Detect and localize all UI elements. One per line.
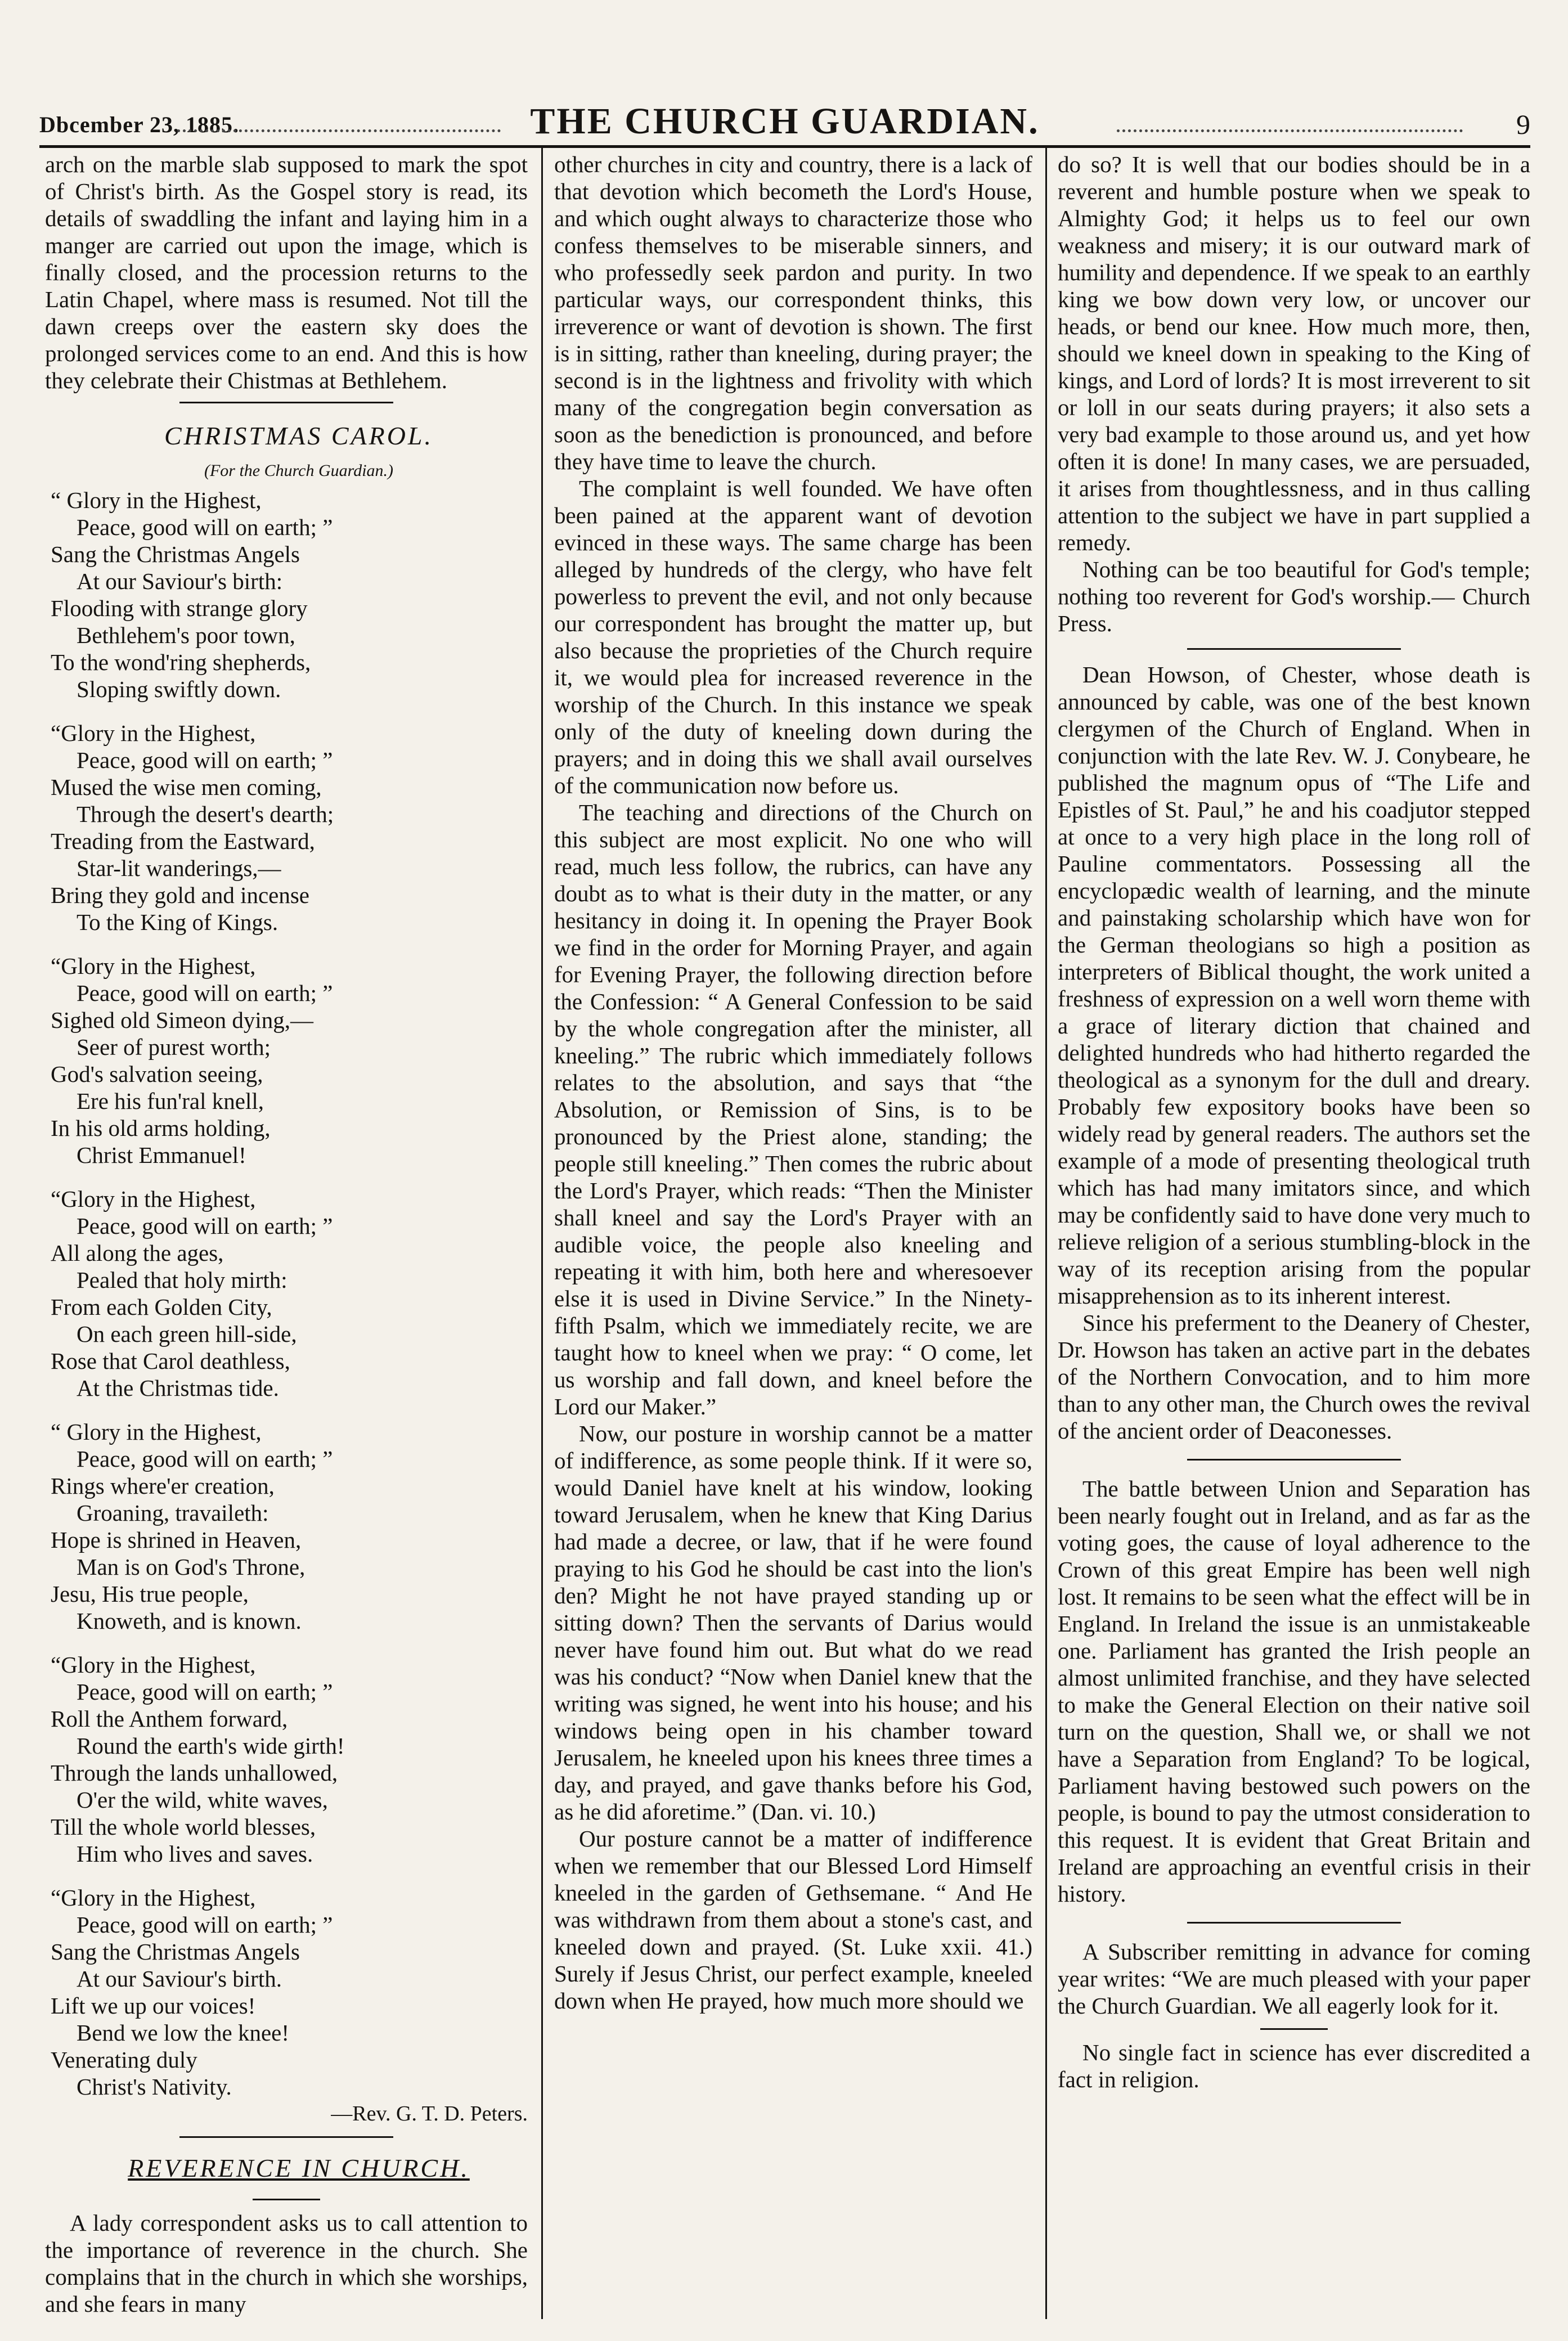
reverence-paragraph: A lady correspondent asks us to call attention to the importance of reverence in the church. She complains that in the church in which she worships, and she fears in many <box>45 2210 528 2317</box>
poem-line: To the King of Kings. <box>77 909 278 935</box>
dean-howson-paragraph-2: Since his preferment to the Deanery of Chester, Dr. Howson has taken an active part in the debates of the Northern Convocation, and to him more than to any other man, the Church owes the revival of the ancient order of Deaconesses. <box>1058 1310 1530 1444</box>
posture-paragraph: Now, our posture in worship cannot be a matter of indifference, as some people think. If it were so, would Daniel have knelt at his window, looking toward Jerusalem, when he knew that King Darius had made a decree, or law, that if he were found praying to his God he should be cast into the lion's den? Might he not have prayed standing up or sitting down? Then the servants of Darius would never have found him out. But what do we read was his conduct? “Now when Daniel knew that the writing was signed, he went into his house; and his windows being open in his chamber toward Jerusalem, he kneeled upon his knees three times a day, and prayed, and gave thanks before his God, as he did aforetime.” (Dan. vi. 10.) <box>554 1421 1032 1825</box>
ireland-paragraph: The battle between Union and Separation has been nearly fought out in Ireland, and as far as the voting goes, the cause of loyal adherence to the Crown of this great Empire has been well nigh lost. It remains to be seen what the effect will be in England. In Ireland the issue is an unmistakeable one. Parliament has granted the Irish people an almost unlimited franchise, and they have selected to make the General Election on their native soil turn on the question, Shall we, or shall we not have a Separation from England? To be logical, Parliament having bestowed such powers on the people, is bound to pay the utmost consideration to this request. It is evident that Great Britain and Ireland are approaching an eventful crisis in their history. <box>1058 1476 1530 1907</box>
section-rule-2 <box>179 2136 393 2138</box>
poem-line: In his old arms holding, <box>51 1115 271 1141</box>
poem-line: Peace, good will on earth; ” <box>77 1912 333 1938</box>
poem-line: On each green hill-side, <box>77 1321 297 1347</box>
complaint-paragraph: The complaint is well founded. We have often been pained at the apparent want of devotion evinced in these ways. The same charge has been alleged by hundreds of the clergy, who have felt powerless to prevent the evil, and not only because our correspondent has brought the matter up, but also because the proprieties of the Church require it, we would plea for increased reverence in the worship of the Church. In this instance we speak only of the duty of kneeling down during the prayers; and in doing this we shall avail ourselves of the communication now before us. <box>554 475 1032 798</box>
page-number: 9 <box>1516 109 1530 140</box>
poem-line: Through the lands unhallowed, <box>51 1760 338 1786</box>
reverence-continued: other churches in city and country, there is a lack of that devotion which becometh the Lord's House, and which ought always to characterize those who confess themselves to be miserable sinners, and who professedly seek pardon and purity. In two particular ways, our correspondent thinks, this irreverence or want of devotion is shown. The first is in sitting, rather than kneeling, during prayer; the second is in the lightness and frivolity with which many of the congregation begin conversation as soon as the benediction is pronounced, and before they have time to leave the church. <box>554 151 1032 474</box>
poem-line: At our Saviour's birth. <box>77 1966 282 1992</box>
carol-title: CHRISTMAS CAROL. <box>164 421 433 450</box>
column-rule-2 <box>1045 147 1047 2319</box>
poem-line: Christ's Nativity. <box>77 2074 232 2100</box>
carol-stanza <box>45 720 528 936</box>
poem-line: “Glory in the Highest, <box>51 1885 256 1911</box>
poem-line: Peace, good will on earth; ” <box>77 514 333 540</box>
poem-line: Pealed that holy mirth: <box>77 1267 287 1293</box>
poem-line: Groaning, travaileth: <box>77 1500 269 1526</box>
carol-stanza <box>45 487 528 703</box>
poem-line: Bend we low the knee! <box>77 2020 289 2046</box>
carol-stanza <box>45 1185 528 1401</box>
poem-line: “ Glory in the Highest, <box>51 487 262 513</box>
carol-poem <box>45 487 528 2100</box>
poem-line: Christ Emmanuel! <box>77 1142 246 1168</box>
section-rule <box>179 402 393 403</box>
poem-line: “Glory in the Highest, <box>51 953 256 979</box>
section-rule-4 <box>1187 1459 1401 1461</box>
page-header <box>39 100 1530 145</box>
issue-date: Dbcember 23, 1885. <box>39 112 239 137</box>
poem-line: Lift we up our voices! <box>51 1993 256 2019</box>
dean-howson-paragraph: Dean Howson, of Chester, whose death is announced by cable, was one of the best known clergymen of the Church of England. When in conjunction with the late Rev. W. J. Conybeare, he published the magnum opus of “The Life and Epistles of St. Paul,” he and his coadjutor stepped at once to a very high place in the long roll of Pauline commentators. Possessing all the encyclopædic wealth of learning, and the minute and painstaking scholarship which have won for the German theologians so high a position as interpreters of Biblical thought, the work united a freshness of expression on a well worn theme with a grace of literary diction that chained and delighted hundreds who had hitherto regarded the theological as a synonym for the dull and dreary. Probably few expository books have been so widely read by general readers. The authors set the example of a mode of presenting theological truth which has had many imitators since, and which may be confidently said to have done very much to relieve religion of a serious stumbling-block in the way of its reception arising from the popular misapprehension as to its inherent interest. <box>1058 662 1530 1309</box>
poem-line: Rose that Carol deathless, <box>51 1348 290 1374</box>
poem-line: Round the earth's wide girth! <box>77 1733 345 1759</box>
section-rule-3 <box>1187 648 1401 650</box>
poem-line: Seer of purest worth; <box>77 1034 271 1060</box>
poem-line: Star-lit wanderings,— <box>77 855 281 881</box>
poem-line: Him who lives and saves. <box>77 1841 313 1867</box>
science-paragraph: No single fact in science has ever discredited a fact in religion. <box>1058 2039 1530 2092</box>
poem-line: Sloping swiftly down. <box>77 676 281 702</box>
poem-line: “ Glory in the Highest, <box>51 1419 262 1445</box>
poem-line: Peace, good will on earth; ” <box>77 747 333 773</box>
poem-line: At the Christmas tide. <box>77 1375 279 1401</box>
poem-line: From each Golden City, <box>51 1294 272 1320</box>
poem-line: O'er the wild, white waves, <box>77 1787 328 1813</box>
poem-line: Bethlehem's poor town, <box>77 622 295 648</box>
church-press-paragraph: Nothing can be too beautiful for God's temple; nothing too reverent for God's worship.— Church Press. <box>1058 556 1530 636</box>
masthead: THE CHURCH GUARDIAN. <box>530 101 1040 142</box>
column-1 <box>45 151 528 2317</box>
poem-line: Peace, good will on earth; ” <box>77 1679 333 1705</box>
poem-line: Bring they gold and incense <box>51 882 310 908</box>
carol-byline: (For the Church Guardian.) <box>204 461 394 480</box>
teaching-paragraph: The teaching and directions of the Church on this subject are most explicit. No one who will read, much less follow, the rubrics, can have any doubt as to what is their duty in the matter, or any hesitancy in doing it. In opening the Prayer Book we find in the order for Morning Prayer, and again for Evening Prayer, the following direction before the Confession: “ A General Confession to be said by the whole congregation after the minister, all kneeling.” The rubric which immediately follows relates to the absolution, and says that “the Absolution, or Remission of Sins, is to be pronounced by the Priest alone, standing; the people still kneeling.” Then comes the rubric about the Lord's Prayer, which reads: “Then the Minister shall kneel and say the Lord's Prayer with an audible voice, the people also kneeling and repeating it with him, both here and wheresoever else it is used in Divine Service.” In the Ninety-fifth Psalm, which we immediately recite, we are taught how to kneel when we pray: “ O come, let us worship and fall down, and kneel before the Lord our Maker.” <box>554 799 1032 1419</box>
poem-line: Flooding with strange glory <box>51 595 308 621</box>
poem-line: To the wond'ring shepherds, <box>51 649 311 675</box>
bethlehem-paragraph: arch on the marble slab supposed to mark the spot of Christ's birth. As the Gospel story is read, its details of swaddling the infant and laying him in a manger are carried out upon the image, which is finally closed, and the procession returns to the Latin Chapel, where mass is resumed. Not till the dawn creeps over the eastern sky does the prolonged services come to an end. And this is how they celebrate their Chistmas at Bethlehem. <box>45 151 528 393</box>
reverence-title: REVERENCE IN CHURCH. <box>128 2154 470 2182</box>
poem-line: “Glory in the Highest, <box>51 1186 256 1212</box>
carol-stanza <box>45 1884 528 2100</box>
short-rule-2 <box>1260 2028 1328 2030</box>
poem-line: Peace, good will on earth; ” <box>77 1446 333 1472</box>
leader-dots-right <box>1117 129 1463 132</box>
section-rule-5 <box>1187 1922 1401 1924</box>
poem-line: Treading from the Eastward, <box>51 828 315 854</box>
column-2 <box>554 151 1032 2317</box>
poem-line: Ere his fun'ral knell, <box>77 1088 264 1114</box>
poem-line: Through the desert's dearth; <box>77 801 334 827</box>
poem-signature: —Rev. G. T. D. Peters. <box>331 2102 528 2126</box>
column-rule-1 <box>541 147 543 2319</box>
carol-stanza <box>45 1418 528 1634</box>
subscriber-paragraph: A Subscriber remitting in advance for coming year writes: “We are much pleased with your paper the Church Guardian. We all eagerly look for it. <box>1058 1939 1530 2019</box>
poem-line: Peace, good will on earth; ” <box>77 980 333 1006</box>
poem-line: Venerating duly <box>51 2047 197 2073</box>
poem-line: “Glory in the Highest, <box>51 1652 256 1678</box>
carol-stanza <box>45 1651 528 1867</box>
poem-line: Sighed old Simeon dying,— <box>51 1007 313 1033</box>
poem-line: Sang the Christmas Angels <box>51 541 300 567</box>
poem-line: Knoweth, and is known. <box>77 1608 302 1634</box>
poem-line: Mused the wise men coming, <box>51 774 322 800</box>
poem-line: Till the whole world blesses, <box>51 1814 316 1840</box>
poem-line: “Glory in the Highest, <box>51 720 256 746</box>
poem-line: God's salvation seeing, <box>51 1061 263 1087</box>
poem-line: All along the ages, <box>51 1240 224 1266</box>
reverence-conclusion: do so? It is well that our bodies should be in a reverent and humble posture when we speak to Almighty God; it helps us to feel our own weakness and misery; it is our outward mark of humility and dependence. If we speak to an earthly king we bow down very low, or uncover our heads, or bend our knee. How much more, then, should we kneel down in speaking to the King of kings, and Lord of lords? It is most irreverent to sit or loll in our seats during prayers; it also sets a very bad example to those around us, and yet how often it is done! In many cases, we are persuaded, it arises from thoughtlessness, and in thus calling attention to the subject we have in part supplied a remedy. <box>1058 151 1530 555</box>
poem-line: Rings where'er creation, <box>51 1473 275 1499</box>
indifference-paragraph: Our posture cannot be a matter of indifference when we remember that our Blessed Lord Himself kneeled in the garden of Gethsemane. “ And He was withdrawn from them about a stone's cast, and kneeled down and prayed. (St. Luke xxii. 41.) Surely if Jesus Christ, our perfect example, kneeled down when He prayed, how much more should we <box>554 1826 1032 2014</box>
poem-line: At our Saviour's birth: <box>77 568 283 594</box>
poem-line: Jesu, His true people, <box>51 1581 249 1607</box>
short-rule <box>253 2199 320 2200</box>
column-3 <box>1058 151 1530 2317</box>
poem-line: Hope is shrined in Heaven, <box>51 1527 302 1553</box>
poem-line: Man is on God's Throne, <box>77 1554 305 1580</box>
header-rule <box>39 145 1530 148</box>
poem-line: Roll the Anthem forward, <box>51 1706 288 1732</box>
carol-stanza <box>45 952 528 1169</box>
poem-line: Peace, good will on earth; ” <box>77 1213 333 1239</box>
poem-line: Sang the Christmas Angels <box>51 1939 300 1965</box>
